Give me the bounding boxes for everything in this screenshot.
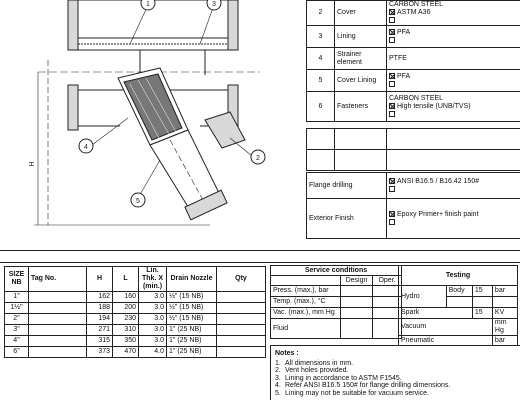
flange-checkbox <box>389 178 395 184</box>
testing-title: Testing <box>399 266 518 286</box>
notes-box <box>270 345 520 400</box>
col-h: H <box>87 267 113 292</box>
part-material <box>387 92 520 122</box>
strainer-drawing <box>0 0 300 250</box>
material-line: CARBON STEEL <box>389 94 444 102</box>
dim-h-label: H <box>29 161 36 167</box>
parts-blank-rows <box>306 128 520 171</box>
note-item <box>275 382 520 390</box>
part-name: Cover Lining <box>335 70 387 92</box>
finish-table <box>306 172 520 239</box>
service-col-oper: Oper. <box>373 276 402 286</box>
size-cell-h: 194 <box>87 314 113 325</box>
testing-table <box>398 265 518 346</box>
size-cell-lin-thk: 3.0 <box>139 303 167 314</box>
parts-row <box>307 26 520 48</box>
vacuum-unit: mm Hg <box>492 319 517 336</box>
checkbox-icon <box>389 17 395 23</box>
col-drain: Drain Nozzle <box>167 267 217 292</box>
checkbox-icon <box>389 37 395 43</box>
col-l: L <box>113 267 139 292</box>
size-cell-qty <box>217 336 266 347</box>
size-cell-tag <box>29 347 87 358</box>
parts-row <box>307 92 520 122</box>
size-cell-drain: ½" (15 NB) <box>167 292 217 303</box>
note-number: 3. <box>275 374 281 382</box>
service-design-value <box>341 286 373 297</box>
size-cell-l: 200 <box>113 303 139 314</box>
size-cell-lin-thk: 3.0 <box>139 325 167 336</box>
part-name: Lining <box>335 26 387 48</box>
size-cell-l: 160 <box>113 292 139 303</box>
part-name: Strainer element <box>335 48 387 70</box>
size-cell-h: 315 <box>87 336 113 347</box>
service-label: Fluid <box>271 319 341 339</box>
exterior-checkbox <box>389 211 395 217</box>
material-option: ASTM A36 <box>397 9 431 16</box>
col-size: SIZE NB <box>5 267 29 292</box>
material-line: CARBON STEEL <box>389 1 444 8</box>
section-divider <box>0 250 520 251</box>
size-cell-qty <box>217 347 266 358</box>
note-text: Lining may not be suitable for vacuum service. <box>285 389 429 397</box>
service-row <box>271 297 402 308</box>
size-cell-drain: 1" (25 NB) <box>167 336 217 347</box>
checkbox-icon <box>389 9 395 15</box>
part-material <box>387 70 520 92</box>
size-cell-size: 2" <box>5 314 29 325</box>
spark-label: Spark <box>399 308 473 319</box>
callout-5: 5 <box>136 198 140 205</box>
note-text: Refer ANSI B16.5 150# for flange drilling dimensions. <box>285 382 451 389</box>
parts-row <box>307 70 520 92</box>
callout-3: 3 <box>212 1 216 8</box>
note-number: 2. <box>275 367 281 374</box>
size-cell-qty <box>217 303 266 314</box>
part-number: 3 <box>307 26 335 48</box>
pneumatic-unit: bar <box>492 336 517 346</box>
part-number: 4 <box>307 48 335 70</box>
material-option: High tensile (UNB/TVS) <box>397 102 471 110</box>
checkbox-icon <box>389 29 395 35</box>
service-col-design: Design <box>341 276 373 286</box>
service-table <box>270 265 402 339</box>
size-cell-size: 3" <box>5 325 29 336</box>
note-item <box>275 390 520 398</box>
checkbox-icon <box>389 81 395 87</box>
flange-value: ANSI B16.5 / B16.42 150# <box>397 177 480 185</box>
spark-unit: KV <box>492 308 517 319</box>
flange-checkbox-2 <box>389 186 395 192</box>
size-cell-size: 1" <box>5 292 29 303</box>
material-option: PFA <box>397 72 411 80</box>
size-cell-tag <box>29 325 87 336</box>
size-cell-size: 4" <box>5 336 29 347</box>
part-number: 2 <box>307 1 335 26</box>
size-cell-qty <box>217 292 266 303</box>
service-label: Temp. (max.), °C <box>271 297 341 308</box>
size-cell-drain: 1" (25 NB) <box>167 347 217 358</box>
note-number: 1. <box>275 359 281 367</box>
parts-row <box>307 1 520 26</box>
size-cell-h: 162 <box>87 292 113 303</box>
size-cell-size: 1½" <box>5 303 29 314</box>
size-cell-l: 470 <box>113 347 139 358</box>
body-value: 15 <box>472 286 492 297</box>
size-cell-drain: 1" (25 NB) <box>167 325 217 336</box>
size-cell-tag <box>29 292 87 303</box>
checkbox-icon <box>389 73 395 79</box>
size-cell-l: 350 <box>113 336 139 347</box>
material-option: PFA <box>397 28 411 36</box>
size-table <box>4 266 266 358</box>
body-label: Body <box>446 286 472 297</box>
size-cell-lin-thk: 3.0 <box>139 314 167 325</box>
size-cell-h: 188 <box>87 303 113 314</box>
size-cell-tag <box>29 336 87 347</box>
size-cell-qty <box>217 325 266 336</box>
notes-title: Notes : <box>275 350 299 357</box>
section-divider-2 <box>0 262 520 263</box>
service-design-value <box>341 297 373 308</box>
callout-1: 1 <box>146 1 150 8</box>
exterior-checkbox-2 <box>389 219 395 225</box>
note-text: All dimensions in mm. <box>285 359 354 367</box>
size-cell-l: 310 <box>113 325 139 336</box>
notes-list <box>275 360 520 398</box>
size-cell-lin-thk: 3.0 <box>139 336 167 347</box>
col-tag: Tag No. <box>29 267 87 292</box>
checkbox-icon <box>389 111 395 117</box>
spark-value: 15 <box>472 308 492 319</box>
part-material <box>387 26 520 48</box>
size-row <box>5 325 266 336</box>
part-material <box>387 1 520 26</box>
size-cell-h: 271 <box>87 325 113 336</box>
col-lin-thk: Lin. Thk. X (min.) <box>139 267 167 292</box>
size-cell-qty <box>217 314 266 325</box>
size-row <box>5 292 266 303</box>
size-cell-l: 230 <box>113 314 139 325</box>
pneumatic-label: Pneumatic <box>399 336 493 346</box>
service-title: Service conditions <box>271 266 402 276</box>
size-cell-h: 373 <box>87 347 113 358</box>
note-item <box>275 360 520 368</box>
hydro-label: Hydro <box>399 286 447 308</box>
part-name: Cover <box>335 1 387 26</box>
checkbox-icon <box>389 103 395 109</box>
size-row <box>5 336 266 347</box>
note-item <box>275 375 520 383</box>
col-qty: Qty <box>217 267 266 292</box>
part-number: 6 <box>307 92 335 122</box>
parts-row <box>307 48 520 70</box>
note-number: 5. <box>275 389 281 397</box>
flange-label: Flange drilling <box>307 173 387 199</box>
size-row <box>5 303 266 314</box>
size-cell-lin-thk: 3.0 <box>139 292 167 303</box>
service-row <box>271 308 402 319</box>
size-cell-tag <box>29 303 87 314</box>
callout-4: 4 <box>84 144 88 151</box>
size-cell-drain: ½" (15 NB) <box>167 303 217 314</box>
note-text: Lining in accordance to ASTM F1545. <box>285 374 402 382</box>
size-cell-drain: ½" (15 NB) <box>167 314 217 325</box>
note-item <box>275 367 520 375</box>
part-number: 5 <box>307 70 335 92</box>
callout-2: 2 <box>256 155 260 162</box>
service-row <box>271 319 402 339</box>
parts-table <box>306 0 520 122</box>
exterior-label: Exterior Finish <box>307 199 387 239</box>
material-line: PTFE <box>389 54 407 62</box>
body-unit: bar <box>492 286 517 297</box>
service-row <box>271 286 402 297</box>
size-cell-size: 6" <box>5 347 29 358</box>
note-text: Vent holes provided. <box>285 367 349 374</box>
service-label: Vac. (max.), mm Hg <box>271 308 341 319</box>
service-label: Press. (max.), bar <box>271 286 341 297</box>
part-material <box>387 48 520 70</box>
part-name: Fasteners <box>335 92 387 122</box>
size-cell-tag <box>29 314 87 325</box>
vacuum-label: Vacuum <box>399 319 493 336</box>
size-row <box>5 314 266 325</box>
size-row <box>5 347 266 358</box>
note-number: 4. <box>275 382 281 389</box>
service-design-value <box>341 308 373 319</box>
exterior-value: Epoxy Primer+ finish paint <box>397 210 479 218</box>
size-cell-lin-thk: 4.0 <box>139 347 167 358</box>
service-design-value <box>341 319 373 339</box>
